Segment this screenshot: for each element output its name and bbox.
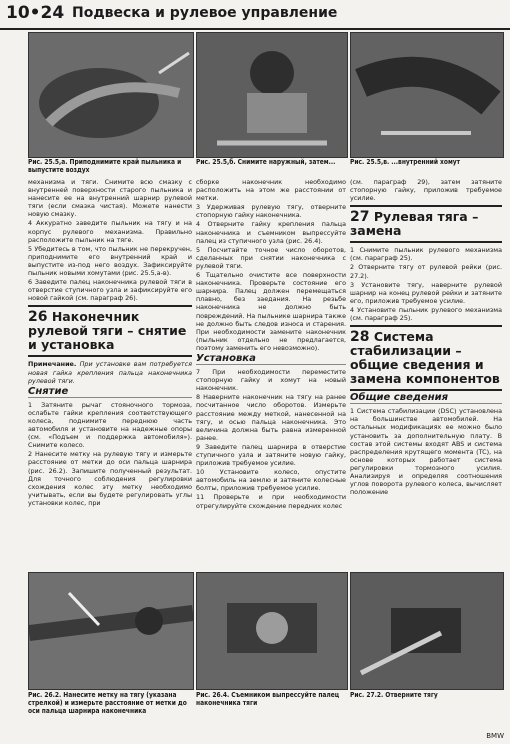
section-heading-26: 26 Наконечник рулевой тяги – снятие и установка	[28, 309, 187, 353]
paragraph: 3 Удерживая рулевую тягу, отверните стопорную гайку наконечника.	[196, 203, 346, 220]
paragraph: 4 Аккуратно заведите пыльник на тягу и на корпус рулевого механизма. Правильно расположите пыльник на тяге.	[28, 219, 192, 244]
caption-25-5b: Рис. 25.5,б. Снимите наружный, затем...	[196, 158, 336, 166]
paragraph: 4 Отверните гайку крепления пальца наконечника и съемником выпрессуйте палец из ступичного узла (рис. 26.4).	[196, 220, 346, 245]
paragraph: 3 Установите тягу, наверните рулевой шарнир на конец рулевой рейки и затяните его, приложив требуемое усилие.	[350, 280, 502, 305]
photo-25-5c	[350, 32, 504, 158]
paragraph: механизма и тяги. Снимите всю смазку с внутренней поверхности старого пыльника и нанесите ее на внутренний шарнир рулевой тяги (если смазка чистая). Можете нанести новую смазку.	[28, 178, 192, 219]
footer-brand: BMW	[486, 732, 504, 740]
paragraph: 6 Тщательно очистите все поверхности наконечника. Проверьте состояние его шарнира. Палец должен перемещаться плавно, без заедания. На резьбе наконечника не должно быть повреждений. На пыльнике шарнира также не должно быть следов износа и старения. При необходимости замените наконечник (пыльник отдельно не предлагается, поэтому заменить его невозможно).	[196, 271, 346, 352]
paragraph: 11 Проверьте и при необходимости отрегулируйте схождение передних колес	[196, 493, 346, 510]
paragraph: 4 Установите пыльник рулевого механизма (см. параграф 25).	[350, 305, 502, 323]
photo-27-2	[350, 572, 504, 690]
photo-26-4	[196, 572, 348, 690]
column-3	[350, 178, 502, 568]
paragraph: 5 Убедитесь в том, что пыльник не перекручен, приподнимите его внутренний край и выпустите из-под него воздух. Зафиксируйте пыльник новыми хомутами (рис. 25.5,а-в).	[28, 244, 192, 278]
page-number: 10•24	[6, 3, 65, 23]
photo-25-5b	[196, 32, 348, 158]
paragraph: 2 Отверните тягу от рулевой рейки (рис. 27.2).	[350, 263, 502, 280]
caption-26-4: Рис. 26.4. Съемником выпрессуйте палец наконечника тяги	[196, 691, 340, 707]
section-divider	[350, 241, 502, 243]
caption-25-5a: Рис. 25.5,a. Приподнимите край пыльника и выпустите воздух	[28, 158, 182, 174]
caption-26-2: Рис. 26.2. Нанесите метку на тягу (указана стрелкой) и измерьте расстояние от метки до оси пальца шарнира наконечника	[28, 691, 187, 715]
page-title: Подвеска и рулевое управление	[72, 5, 338, 21]
paragraph: 5 Посчитайте точное число оборотов, сделанных при снятии наконечника с рулевой тяги.	[196, 245, 346, 270]
column-2	[196, 178, 346, 572]
paragraph: 2 Нанесите метку на рулевую тягу и измерьте расстояние от метки до оси пальца шарнира (рис. 26.2). Запишите полученный результат. Для точного соблюдения регулировки схождения колес эту метку необходимо учитывать, если вы будете регулировать углы установки колес, при	[28, 450, 192, 507]
paragraph: 10 Установите колесо, опустите автомобиль на землю и затяните колесные болты, приложив требуемое усилие.	[196, 468, 346, 493]
paragraph: сборке наконечник необходимо расположить на этом же расстоянии от метки.	[196, 178, 346, 203]
section-divider	[28, 355, 192, 357]
column-1	[28, 178, 192, 572]
section-heading-27: 27 Рулевая тяга – замена	[350, 209, 479, 239]
paragraph: 1 Система стабилизации (DSC) установлена на большинстве автомобилей. На остальных модификациях ее можно было установить за дополнительную плату. В состав этой системы входят ABS и система распределения крутящего момента (TC), на основе которых работает система регулировки тормозного усилия. Анализируя и определяя соотношения углов поворота рулевого колеса, вычисляет положение	[350, 407, 502, 497]
subheading-removal: Снятие	[28, 388, 192, 398]
paragraph: 1 Затяните рычаг стояночного тормоза, ослабьте гайки крепления соответствующего колеса, поднимите переднюю часть автомобиля и установите на надежные опоры (см. «Подъем и поддержка автомобиля»). Снимите колесо.	[28, 400, 192, 450]
caption-25-5c: Рис. 25.5,в. ...внутренний хомут	[350, 158, 461, 166]
caption-27-2: Рис. 27.2. Отверните тягу	[350, 691, 438, 699]
section-divider	[28, 305, 192, 307]
page-header	[0, 0, 510, 30]
paragraph: 6 Заведите палец наконечника рулевой тяги в отверстие ступичного узла и зафиксируйте его новой гайкой (см. параграф 26).	[28, 278, 192, 303]
paragraph: 9 Заведите палец шарнира в отверстие ступичного узла и затяните новую гайку, приложив требуемое усилие.	[196, 442, 346, 468]
photo-26-2	[28, 572, 194, 690]
note: Примечание. При установке вам потребуется новая гайка крепления пальца наконечника рулевой тяги.	[28, 360, 192, 385]
paragraph: (см. параграф 29), затем затяните стопорную гайку, приложив требуемое усилие.	[350, 178, 502, 203]
section-divider	[350, 389, 502, 391]
section-divider	[350, 205, 502, 207]
subheading-installation: Установка	[196, 355, 346, 365]
photo-25-5a	[28, 32, 194, 158]
section-heading-28: 28 Система стабилизации – общие сведения и замена компонентов	[350, 329, 500, 387]
paragraph: 8 Наверните наконечник на тягу на ранее посчитанное число оборотов. Измерьте расстояние между меткой, нанесенной на тягу, и осью пальца наконечника. Это величина должна быть равна измеренной ранее.	[196, 393, 346, 442]
paragraph: 7 При необходимости переместите стопорную гайку и хомут на новый наконечник.	[196, 368, 346, 393]
paragraph: 1 Снимите пыльник рулевого механизма (см. параграф 25).	[350, 246, 502, 263]
section-divider	[350, 325, 502, 327]
subheading-general: Общие сведения	[350, 394, 502, 404]
